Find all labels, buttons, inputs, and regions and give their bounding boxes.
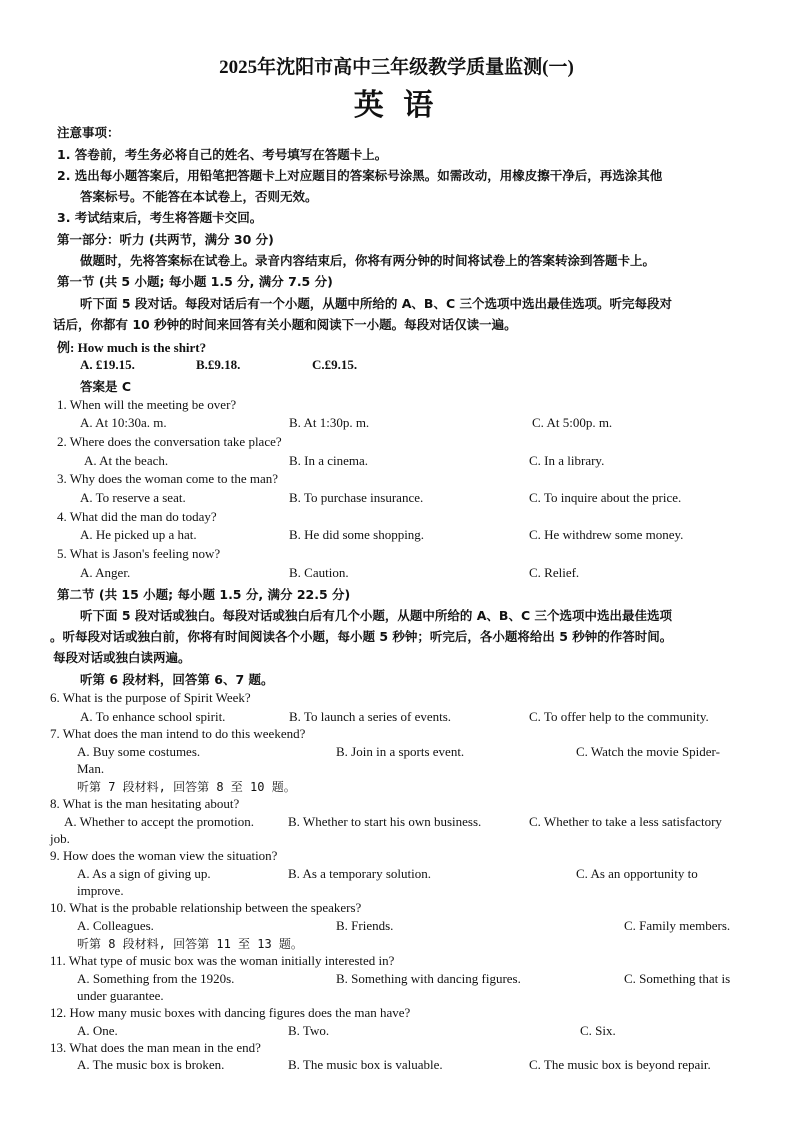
part1-intro: 做题时，先将答案标在试卷上。录音内容结束后，你将有两分钟的时间将试卷上的答案转涂到答题卡上。 [80, 253, 656, 268]
question-3-option-b: B. To purchase insurance. [289, 490, 424, 505]
notice-heading: 注意事项： [57, 125, 120, 140]
material-8-note: 听第 8 段材料, 回答第 11 至 13 题。 [77, 937, 303, 951]
example-option-c: C.£9.15. [312, 357, 358, 372]
question-1-option-b: B. At 1:30p. m. [289, 415, 370, 430]
question-1: 1. When will the meeting be over? [57, 397, 237, 412]
question-9: 9. How does the woman view the situation? [50, 848, 278, 863]
question-2-option-c: C. In a library. [529, 453, 605, 468]
question-4: 4. What did the man do today? [57, 509, 217, 524]
section1-intro-line1: 听下面 5 段对话。每段对话后有一个小题，从题中所给的 A、B、C 三个选项中选出最佳选项。听完每段对 [80, 296, 672, 311]
question-8: 8. What is the man hesitating about? [50, 796, 240, 811]
question-8-option-c-cont: job. [50, 831, 70, 846]
question-12-option-a: A. One. [77, 1023, 118, 1038]
subject-title: 英 语 [353, 89, 440, 122]
question-6: 6. What is the purpose of Spirit Week? [50, 690, 251, 705]
question-7-option-b: B. Join in a sports event. [336, 744, 465, 759]
question-6-option-b: B. To launch a series of events. [289, 709, 452, 724]
notice-item-2-cont: 答案标号。不能答在本试卷上，否则无效。 [80, 189, 318, 204]
question-9-option-c: C. As an opportunity to [576, 866, 698, 881]
question-5-option-c: C. Relief. [529, 565, 580, 580]
question-3-option-a: A. To reserve a seat. [80, 490, 186, 505]
question-7-option-a: A. Buy some costumes. [77, 744, 201, 759]
question-11-option-b: B. Something with dancing figures. [336, 971, 521, 986]
question-6-option-c: C. To offer help to the community. [529, 709, 709, 724]
question-9-option-c-cont: improve. [77, 883, 124, 898]
question-2-option-a: A. At the beach. [84, 453, 169, 468]
section2-intro-line3: 每段对话或独白读两遍。 [53, 650, 191, 665]
question-1-option-c: C. At 5:00p. m. [532, 415, 613, 430]
question-13-option-c: C. The music box is beyond repair. [529, 1057, 711, 1072]
notice-item-1: 1. 答卷前，考生务必将自己的姓名、考号填写在答题卡上。 [57, 147, 388, 162]
question-8-option-a: A. Whether to accept the promotion. [64, 814, 255, 829]
question-1-option-a: A. At 10:30a. m. [80, 415, 167, 430]
question-4-option-b: B. He did some shopping. [289, 527, 425, 542]
part1-heading: 第一部分：听力 (共两节，满分 30 分) [57, 232, 274, 247]
material-6-note: 听第 6 段材料，回答第 6、7 题。 [80, 672, 274, 687]
question-5-option-b: B. Caution. [289, 565, 349, 580]
notice-item-2: 2. 选出每小题答案后，用铅笔把答题卡上对应题目的答案标号涂黑。如需改动，用橡皮擦干净后，再选涂其他 [57, 168, 663, 183]
section1-heading: 第一节 (共 5 小题; 每小题 1.5 分, 满分 7.5 分) [57, 274, 333, 289]
notice-item-3: 3. 考试结束后，考生将答题卡交回。 [57, 210, 263, 225]
question-13-option-b: B. The music box is valuable. [288, 1057, 443, 1072]
question-10: 10. What is the probable relationship between the speakers? [50, 900, 362, 915]
question-3: 3. Why does the woman come to the man? [57, 471, 279, 486]
question-10-option-a: A. Colleagues. [77, 918, 154, 933]
question-10-option-b: B. Friends. [336, 918, 394, 933]
section2-intro-line2: 。听每段对话或独白前，你将有时间阅读各个小题，每小题 5 秒钟；听完后，各小题将给出 5 秒钟的作答时间。 [50, 629, 673, 644]
question-12-option-b: B. Two. [288, 1023, 330, 1038]
question-9-option-b: B. As a temporary solution. [288, 866, 431, 881]
question-4-option-a: A. He picked up a hat. [80, 527, 197, 542]
question-10-option-c: C. Family members. [624, 918, 731, 933]
question-8-option-c: C. Whether to take a less satisfactory [529, 814, 722, 829]
section1-intro-line2: 话后，你都有 10 秒钟的时间来回答有关小题和阅读下一小题。每段对话仅读一遍。 [53, 317, 517, 332]
question-11-option-c: C. Something that is [624, 971, 731, 986]
question-11: 11. What type of music box was the woman initially interested in? [50, 953, 395, 968]
question-5: 5. What is Jason's feeling now? [57, 546, 221, 561]
question-12: 12. How many music boxes with dancing figures does the man have? [50, 1005, 411, 1020]
material-7-note: 听第 7 段材料, 回答第 8 至 10 题。 [77, 780, 296, 794]
question-6-option-a: A. To enhance school spirit. [80, 709, 226, 724]
question-7-option-c-cont: Man. [77, 761, 105, 776]
question-2: 2. Where does the conversation take place? [57, 434, 282, 449]
example-answer: 答案是 C [80, 379, 132, 394]
question-3-option-c: C. To inquire about the price. [529, 490, 682, 505]
question-5-option-a: A. Anger. [80, 565, 131, 580]
section2-heading: 第二节 (共 15 小题; 每小题 1.5 分, 满分 22.5 分) [57, 587, 351, 602]
question-12-option-c: C. Six. [580, 1023, 616, 1038]
question-7-option-c: C. Watch the movie Spider- [576, 744, 720, 759]
question-4-option-c: C. He withdrew some money. [529, 527, 684, 542]
question-13-option-a: A. The music box is broken. [77, 1057, 225, 1072]
question-2-option-b: B. In a cinema. [289, 453, 369, 468]
question-13: 13. What does the man mean in the end? [50, 1040, 261, 1055]
section2-intro-line1: 听下面 5 段对话或独白。每段对话或独白后有几个小题，从题中所给的 A、B、C 三个选项中选出最佳选项 [80, 608, 672, 623]
example-question: 例: How much is the shirt? [57, 340, 207, 355]
exam-title: 2025年沈阳市高中三年级教学质量监测(一) [219, 57, 574, 78]
example-option-a: A. £19.15. [80, 357, 135, 372]
question-8-option-b: B. Whether to start his own business. [288, 814, 482, 829]
question-11-option-c-cont: under guarantee. [77, 988, 164, 1003]
question-9-option-a: A. As a sign of giving up. [77, 866, 211, 881]
question-11-option-a: A. Something from the 1920s. [77, 971, 235, 986]
question-7: 7. What does the man intend to do this weekend? [50, 726, 306, 741]
example-option-b: B.£9.18. [196, 357, 241, 372]
